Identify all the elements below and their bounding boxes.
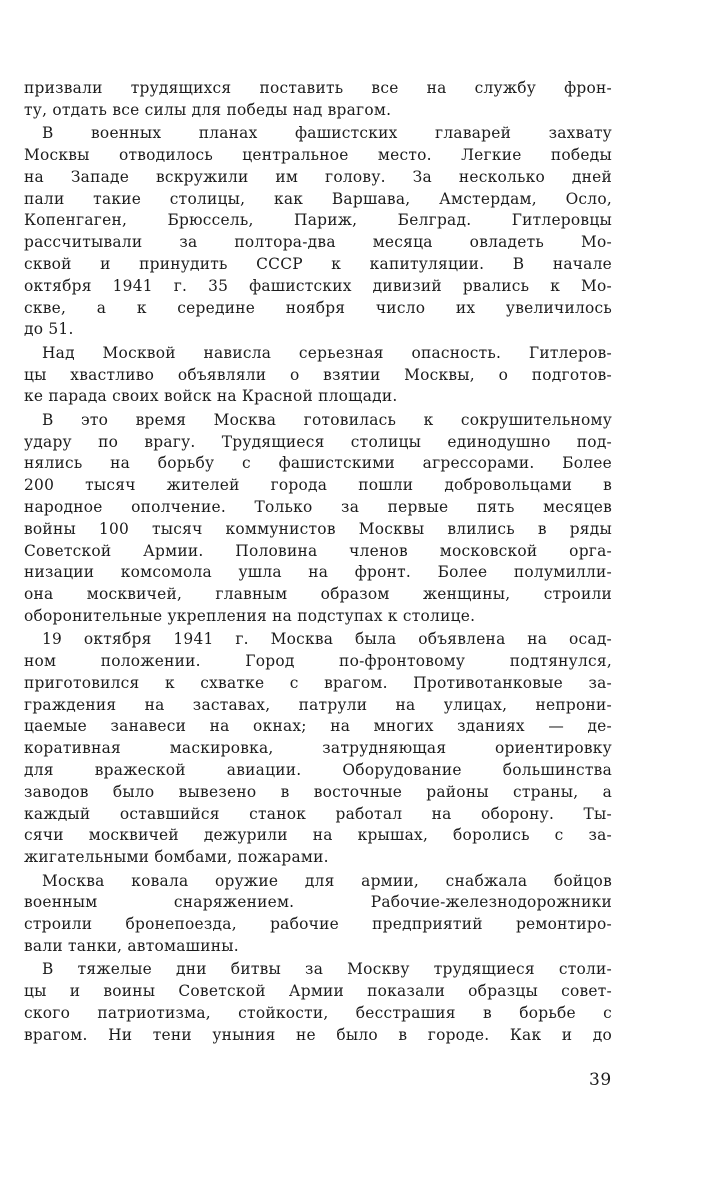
text-line: цаемые занавеси на окнах; на многих зданиях — де- — [24, 717, 612, 736]
text-line: Москвы отводилось центральное место. Легкие победы — [24, 145, 612, 164]
paragraph — [24, 78, 612, 122]
page-number: 39 — [589, 1070, 612, 1090]
text-line: призвали трудящихся поставить все на службу фрон- — [24, 79, 612, 97]
text-line: строили бронепоезда, рабочие предприятий ремонтиро- — [24, 915, 612, 934]
text-line: жигательными бомбами, пожарами. — [24, 848, 329, 867]
paragraph — [24, 959, 612, 1046]
text-line: Советской Армии. Половина членов московской орга- — [24, 541, 612, 560]
text-line: В тяжелые дни битвы за Москву трудящиеся столи- — [42, 960, 612, 979]
text-line: пали такие столицы, как Варшава, Амстердам, Осло, — [24, 189, 612, 208]
text-line: октября 1941 г. 35 фашистских дивизий рвались к Мо- — [24, 276, 612, 295]
text-line: для вражеской авиации. Оборудование большинства — [24, 761, 612, 780]
text-line: коративная маскировка, затрудняющая ориентировку — [24, 739, 612, 758]
paragraph — [24, 629, 612, 869]
text-line: она москвичей, главным образом женщины, строили — [24, 585, 612, 604]
text-line: заводов было вывезено в восточные районы страны, а — [24, 782, 612, 801]
text-line: рассчитывали за полтора-два месяца овладеть Мо- — [24, 233, 612, 252]
text-line: каждый оставшийся станок работал на оборону. Ты- — [24, 804, 612, 823]
text-line: В это время Москва готовилась к сокрушительному — [42, 410, 612, 429]
text-line: нялись на борьбу с фашистскими агрессорами. Более — [24, 454, 612, 473]
text-line: скве, а к середине ноября число их увеличилось — [24, 298, 612, 317]
text-line: 19 октября 1941 г. Москва была объявлена на осад- — [42, 630, 612, 649]
text-line: сячи москвичей дежурили на крышах, боролись с за- — [24, 826, 612, 845]
text-line: Копенгаген, Брюссель, Париж, Белград. Гитлеровцы — [24, 211, 612, 230]
text-line: военным снаряжением. Рабочие-железнодорожники — [24, 893, 612, 912]
text-line: В военных планах фашистских главарей захвату — [42, 124, 612, 143]
text-line: на Западе вскружили им голову. За несколько дней — [24, 167, 612, 186]
text-line: цы хвастливо объявляли о взятии Москвы, о подготов- — [24, 365, 612, 384]
body-text — [24, 78, 612, 1048]
text-line: сквой и принудить СССР к капитуляции. В начале — [24, 254, 612, 273]
text-line: оборонительные укрепления на подступах к столице. — [24, 606, 476, 625]
text-line: Москва ковала оружие для армии, снабжала бойцов — [42, 871, 612, 890]
text-line: ном положении. Город по-фронтовому подтянулся, — [24, 652, 612, 671]
text-line: до 51. — [24, 320, 74, 339]
text-line: граждения на заставах, патрули на улицах, непрони- — [24, 695, 612, 714]
paragraph — [24, 871, 612, 958]
paragraph — [24, 343, 612, 408]
text-line: приготовился к схватке с врагом. Противотанковые за- — [24, 673, 612, 692]
text-line: вали танки, автомашины. — [24, 937, 239, 956]
text-line: врагом. Ни тени уныния не было в городе. Как и до — [24, 1025, 612, 1044]
text-line: удару по врагу. Трудящиеся столицы единодушно под- — [24, 432, 612, 451]
text-line: ке парада своих войск на Красной площади. — [24, 387, 398, 406]
text-line: низации комсомола ушла на фронт. Более полумилли- — [24, 563, 612, 582]
text-line: народное ополчение. Только за первые пять месяцев — [24, 497, 612, 516]
text-line: ту, отдать все силы для победы над врагом. — [24, 100, 392, 119]
text-line: ского патриотизма, стойкости, бесстрашия в борьбе с — [24, 1004, 612, 1023]
text-line: Над Москвой нависла серьезная опасность. Гитлеров- — [42, 343, 612, 362]
paragraph — [24, 123, 612, 341]
text-line: цы и воины Советской Армии показали образцы совет- — [24, 982, 612, 1001]
paragraph — [24, 410, 612, 628]
text-line: войны 100 тысяч коммунистов Москвы влились в ряды — [24, 519, 612, 538]
text-line: 200 тысяч жителей города пошли добровольцами в — [24, 476, 612, 495]
